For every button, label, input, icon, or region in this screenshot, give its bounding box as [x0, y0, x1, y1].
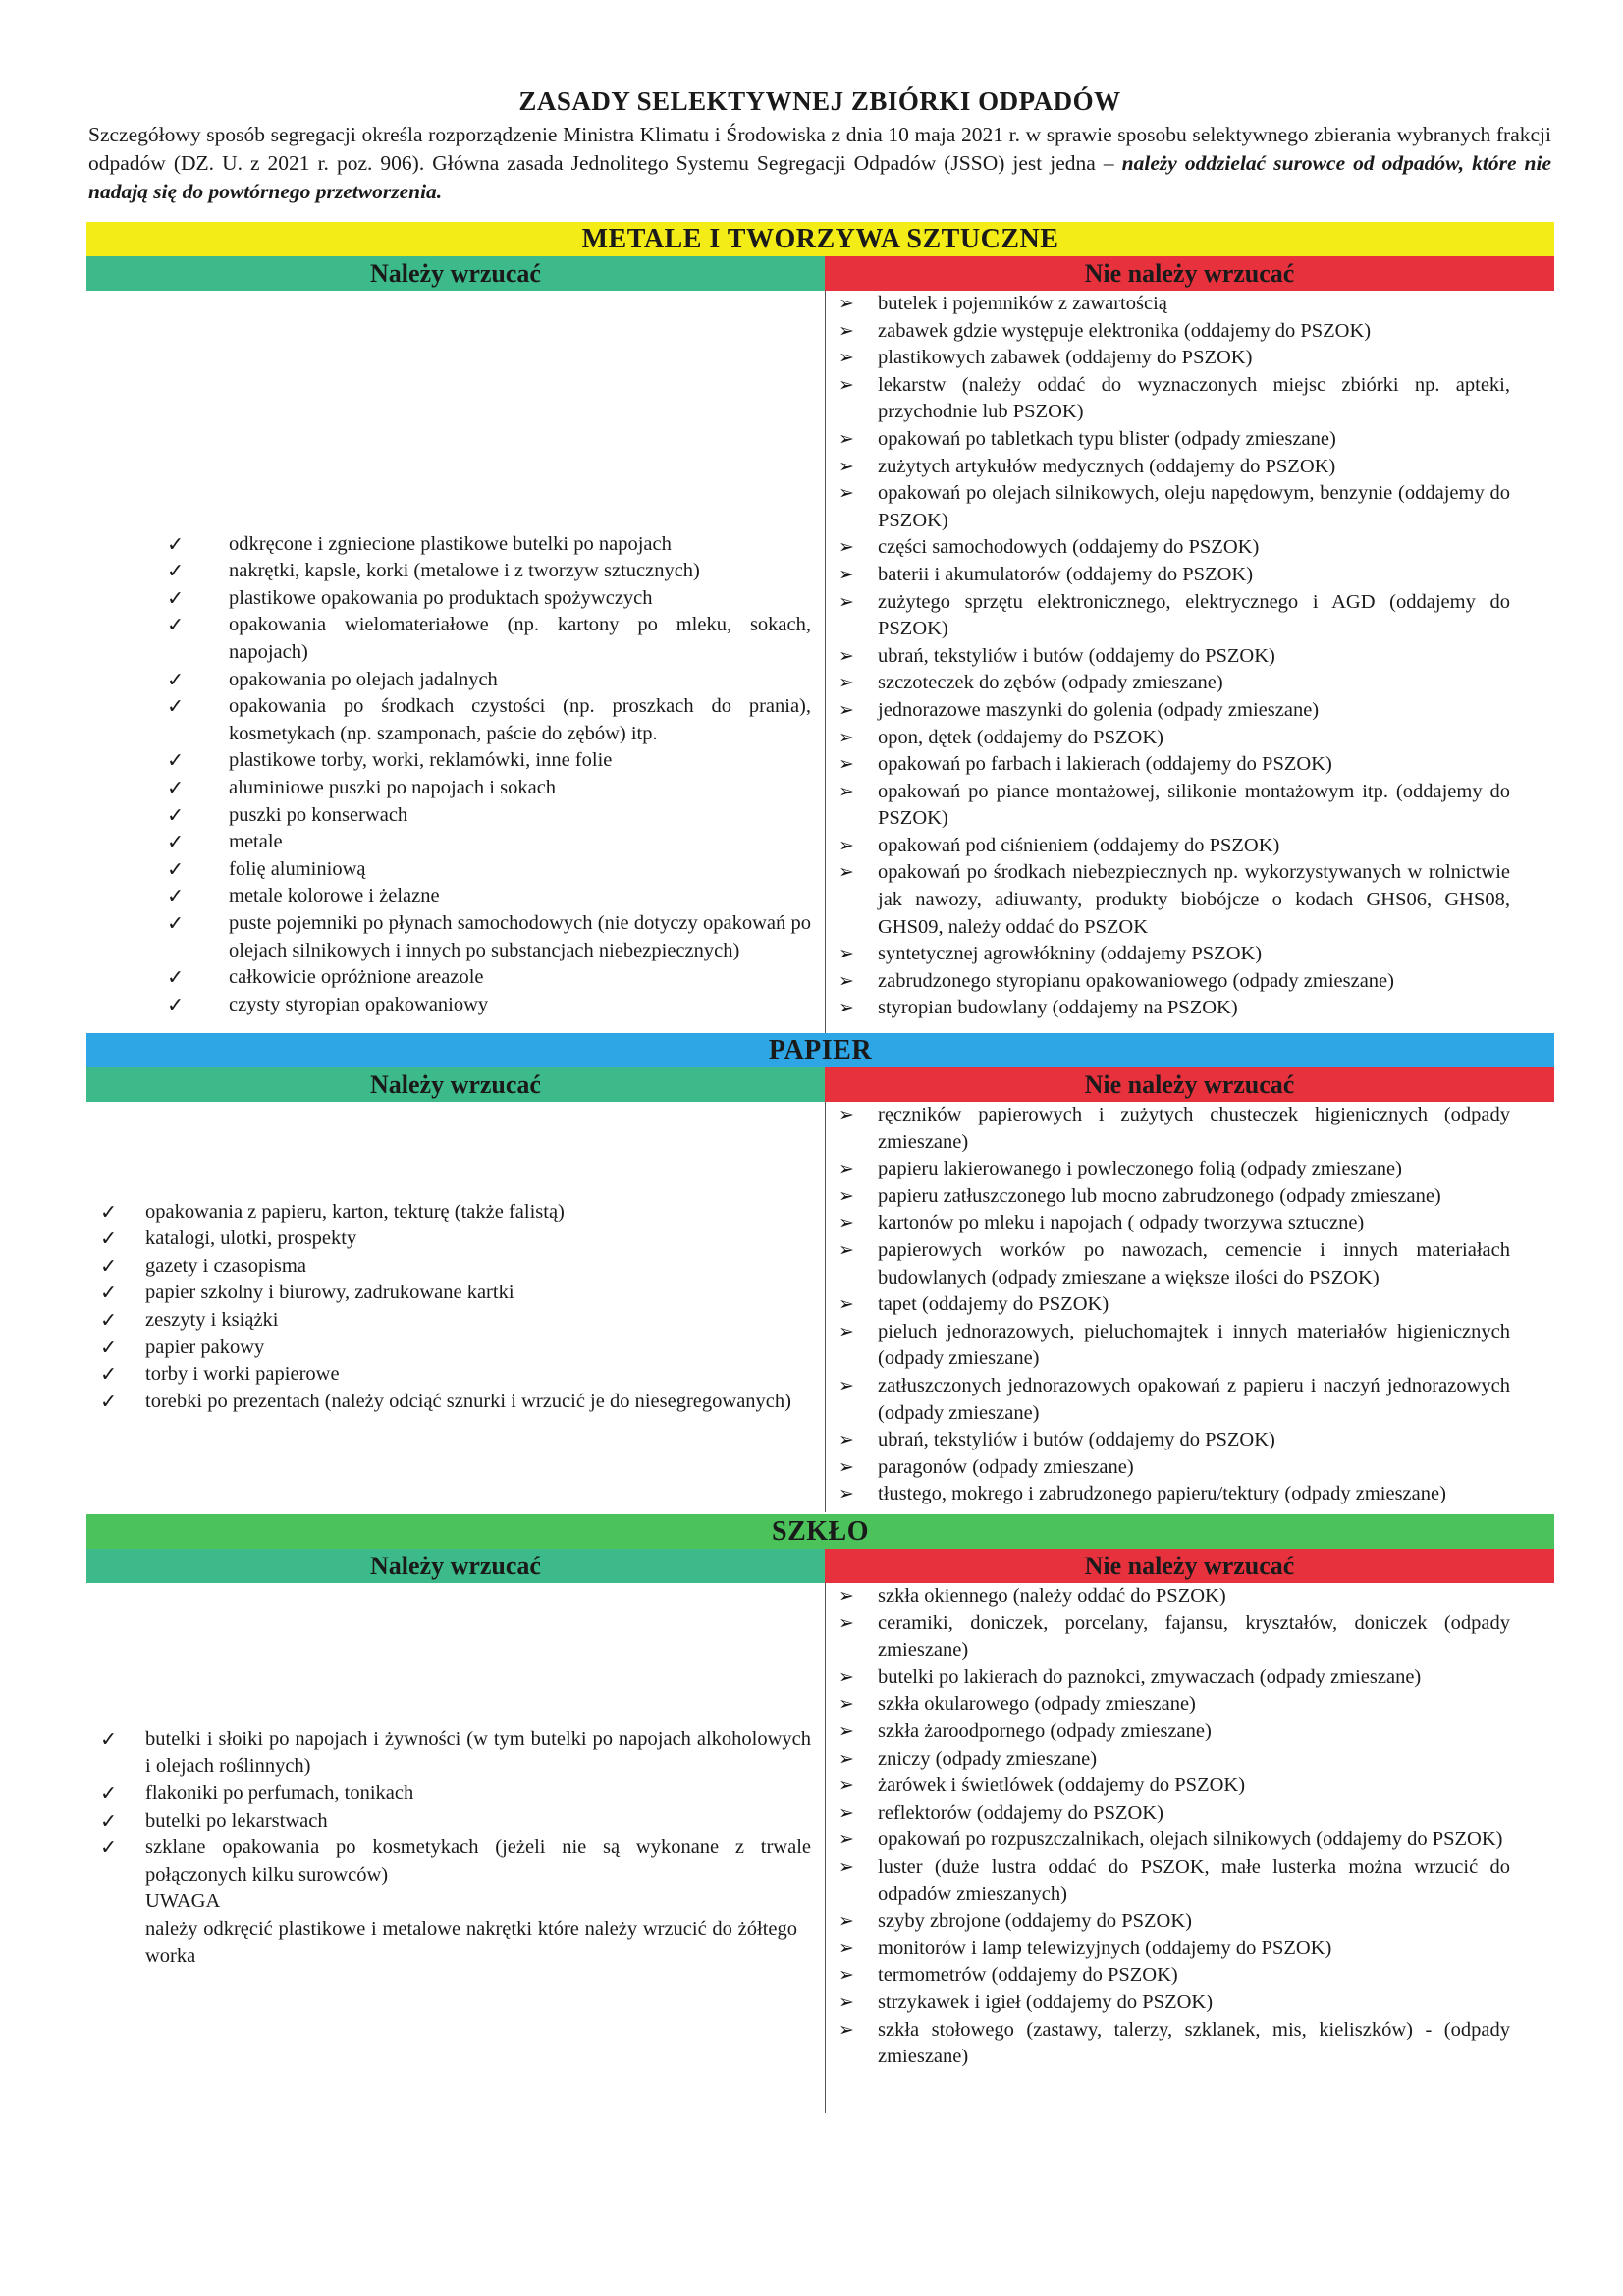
allowed-item: ✓ opakowania po środkach czystości (np. proszkach do prania), kosmetykach (np. szamponach, paście do zębów) itp.	[126, 693, 811, 747]
document-header	[88, 86, 1551, 206]
allowed-column	[86, 1583, 825, 2113]
not-allowed-item: ➢ opakowań po piance montażowej, silikonie montażowym itp. (oddajemy do PSZOK)	[839, 779, 1510, 833]
not-allowed-item: ➢ jednorazowe maszynki do golenia (odpady zmieszane)	[839, 697, 1510, 725]
not-allowed-item: ➢ lekarstw (należy oddać do wyznaczonych miejsc zbiórki np. apteki, przychodnie lub PSZOK)	[839, 372, 1510, 426]
not-allowed-item: ➢ opakowań pod ciśnieniem (oddajemy do PSZOK)	[839, 833, 1510, 860]
allowed-item: ✓ plastikowe opakowania po produktach spożywczych	[126, 585, 811, 613]
section-papier	[86, 1033, 1554, 1512]
allowed-item: ✓ folię aluminiową	[126, 856, 811, 884]
allowed-header: Należy wrzucać	[86, 256, 825, 291]
allowed-item: ✓ puszki po konserwach	[126, 802, 811, 830]
allowed-item: ✓ metale	[126, 829, 811, 856]
page-title: ZASADY SELEKTYWNEJ ZBIÓRKI ODPADÓW	[518, 86, 1121, 116]
section-title-metale: METALE I TWORZYWA SZTUCZNE	[86, 222, 1554, 256]
not-allowed-list	[839, 1583, 1510, 2071]
not-allowed-item: ➢ szyby zbrojone (oddajemy do PSZOK)	[839, 1908, 1510, 1936]
not-allowed-item: ➢ termometrów (oddajemy do PSZOK)	[839, 1962, 1510, 1990]
not-allowed-item: ➢ baterii i akumulatorów (oddajemy do PSZOK)	[839, 562, 1510, 589]
allowed-item: ✓ gazety i czasopisma	[86, 1253, 811, 1281]
allowed-item: ✓ czysty styropian opakowaniowy	[126, 992, 811, 1019]
not-allowed-header: Nie należy wrzucać	[825, 256, 1554, 291]
allowed-item: ✓ papier szkolny i biurowy, zadrukowane kartki	[86, 1280, 811, 1307]
not-allowed-item: ➢ butelki po lakierach do paznokci, zmywaczach (odpady zmieszane)	[839, 1665, 1510, 1692]
not-allowed-item: ➢ opakowań po olejach silnikowych, oleju napędowym, benzynie (oddajemy do PSZOK)	[839, 480, 1510, 534]
not-allowed-item: ➢ zużytego sprzętu elektronicznego, elektrycznego i AGD (oddajemy do PSZOK)	[839, 589, 1510, 643]
not-allowed-item: ➢ ubrań, tekstyliów i butów (oddajemy do PSZOK)	[839, 643, 1510, 671]
not-allowed-item: ➢ papierowych worków po nawozach, cemencie i innych materiałach budowlanych (odpady zmieszane a większe ilości do PSZOK)	[839, 1237, 1510, 1291]
section-title-papier: PAPIER	[86, 1033, 1554, 1067]
allowed-item: ✓ katalogi, ulotki, prospekty	[86, 1226, 811, 1253]
allowed-list	[126, 531, 811, 1019]
not-allowed-item: ➢ szkła okularowego (odpady zmieszane)	[839, 1691, 1510, 1719]
section-body	[86, 1102, 1554, 1512]
not-allowed-item: ➢ części samochodowych (oddajemy do PSZOK)	[839, 534, 1510, 562]
allowed-item: ✓ plastikowe torby, worki, reklamówki, inne folie	[126, 747, 811, 775]
column-divider	[825, 1102, 826, 1512]
allowed-item: ✓ flakoniki po perfumach, tonikach	[86, 1780, 811, 1808]
allowed-item: ✓ nakrętki, kapsle, korki (metalowe i z tworzyw sztucznych)	[126, 558, 811, 585]
section-title-szklo: SZKŁO	[86, 1514, 1554, 1549]
not-allowed-item: ➢ syntetycznej agrowłókniny (oddajemy PSZOK)	[839, 941, 1510, 968]
not-allowed-item: ➢ zabrudzonego styropianu opakowaniowego (odpady zmieszane)	[839, 968, 1510, 996]
not-allowed-column	[825, 1102, 1554, 1512]
not-allowed-item: ➢ papieru zatłuszczonego lub mocno zabrudzonego (odpady zmieszane)	[839, 1183, 1510, 1211]
not-allowed-header: Nie należy wrzucać	[825, 1549, 1554, 1583]
allowed-item: ✓ opakowania z papieru, karton, tekturę (także falistą)	[86, 1199, 811, 1227]
not-allowed-item: ➢ ręczników papierowych i zużytych chusteczek higienicznych (odpady zmieszane)	[839, 1102, 1510, 1156]
not-allowed-item: ➢ szczoteczek do zębów (odpady zmieszane)	[839, 670, 1510, 697]
not-allowed-item: ➢ szkła stołowego (zastawy, talerzy, szklanek, mis, kieliszków) - (odpady zmieszane)	[839, 2017, 1510, 2071]
not-allowed-item: ➢ luster (duże lustra oddać do PSZOK, małe lusterka można wrzucić do odpadów zmieszanych)	[839, 1854, 1510, 1908]
allowed-item: ✓ papier pakowy	[86, 1335, 811, 1362]
not-allowed-item: ➢ butelek i pojemników z zawartością	[839, 291, 1510, 318]
not-allowed-item: ➢ styropian budowlany (oddajemy na PSZOK)	[839, 995, 1510, 1022]
intro-emphasis: należy oddzielać surowce od odpadów, które nie nadają się do powtórnego przetworzenia.	[88, 151, 1551, 203]
not-allowed-item: ➢ opakowań po tabletkach typu blister (odpady zmieszane)	[839, 426, 1510, 454]
allowed-item: ✓ torby i worki papierowe	[86, 1361, 811, 1389]
allowed-list	[86, 1199, 811, 1416]
allowed-item: ✓ opakowania wielomateriałowe (np. kartony po mleku, sokach, napojach)	[126, 612, 811, 666]
column-headers	[86, 1067, 1554, 1102]
not-allowed-item: ➢ papieru lakierowanego i powleczonego folią (odpady zmieszane)	[839, 1156, 1510, 1183]
note-text: należy odkręcić plastikowe i metalowe nakrętki które należy wrzucić do żółtego worka	[145, 1917, 797, 1967]
not-allowed-item: ➢ zabawek gdzie występuje elektronika (oddajemy do PSZOK)	[839, 318, 1510, 346]
not-allowed-header: Nie należy wrzucać	[825, 1067, 1554, 1102]
column-headers	[86, 1549, 1554, 1583]
not-allowed-item: ➢ opakowań po farbach i lakierach (oddajemy do PSZOK)	[839, 751, 1510, 779]
allowed-item: ✓ butelki i słoiki po napojach i żywności (w tym butelki po napojach alkoholowych i olejach roślinnych)	[86, 1726, 811, 1780]
not-allowed-item: ➢ ceramiki, doniczek, porcelany, fajansu, kryształów, doniczek (odpady zmieszane)	[839, 1611, 1510, 1665]
column-divider	[825, 1583, 826, 2113]
section-szklo	[86, 1514, 1554, 2113]
allowed-column	[86, 1102, 825, 1512]
allowed-item: ✓ szklane opakowania po kosmetykach (jeżeli nie są wykonane z trwale połączonych kilku surowców)	[86, 1834, 811, 1888]
allowed-item: ✓ zeszyty i książki	[86, 1307, 811, 1335]
not-allowed-item: ➢ szkła żaroodpornego (odpady zmieszane)	[839, 1719, 1510, 1746]
not-allowed-item: ➢ strzykawek i igieł (oddajemy do PSZOK)	[839, 1990, 1510, 2017]
allowed-item: ✓ metale kolorowe i żelazne	[126, 883, 811, 910]
not-allowed-item: ➢ opakowań po środkach niebezpiecznych np. wykorzystywanych w rolnictwie jak nawozy, adiuwanty, produkty biobójcze o kodach GHS06, GHS08, GHS09, należy oddać do PSZOK	[839, 859, 1510, 941]
not-allowed-list	[839, 1102, 1510, 1508]
not-allowed-item: ➢ tapet (oddajemy do PSZOK)	[839, 1291, 1510, 1319]
not-allowed-item: ➢ opakowań po rozpuszczalnikach, olejach silnikowych (oddajemy do PSZOK)	[839, 1827, 1510, 1854]
allowed-item: ✓ odkręcone i zgniecione plastikowe butelki po napojach	[126, 531, 811, 559]
not-allowed-item: ➢ zniczy (odpady zmieszane)	[839, 1746, 1510, 1774]
not-allowed-column	[825, 1583, 1554, 2113]
intro-paragraph	[88, 121, 1551, 206]
not-allowed-item: ➢ ubrań, tekstyliów i butów (oddajemy do PSZOK)	[839, 1427, 1510, 1454]
not-allowed-item: ➢ opon, dętek (oddajemy do PSZOK)	[839, 725, 1510, 752]
intro-text: Szczegółowy sposób segregacji określa rozporządzenie Ministra Klimatu i Środowiska z dnia 10 maja 2021 r. w sprawie sposobu selektywnego zbierania wybranych frakcji odpadów (DZ. U. z 2021 r. poz. 906). Główna zasada Jednolitego Systemu Segregacji Odpadów (JSSO) jest jedna –	[88, 123, 1551, 175]
not-allowed-item: ➢ pieluch jednorazowych, pieluchomajtek i innych materiałów higienicznych (odpady zmieszane)	[839, 1319, 1510, 1373]
not-allowed-item: ➢ monitorów i lamp telewizyjnych (oddajemy do PSZOK)	[839, 1936, 1510, 1963]
column-headers	[86, 256, 1554, 291]
not-allowed-item: ➢ plastikowych zabawek (oddajemy do PSZOK)	[839, 345, 1510, 372]
allowed-list	[86, 1726, 811, 1889]
not-allowed-item: ➢ reflektorów (oddajemy do PSZOK)	[839, 1800, 1510, 1828]
not-allowed-item: ➢ żarówek i świetlówek (oddajemy do PSZOK)	[839, 1773, 1510, 1800]
not-allowed-item: ➢ zatłuszczonych jednorazowych opakowań z papieru i naczyń jednorazowych (odpady zmieszane)	[839, 1373, 1510, 1427]
allowed-header: Należy wrzucać	[86, 1067, 825, 1102]
not-allowed-item: ➢ kartonów po mleku i napojach ( odpady tworzywa sztuczne)	[839, 1210, 1510, 1237]
not-allowed-item: ➢ tłustego, mokrego i zabrudzonego papieru/tektury (odpady zmieszane)	[839, 1481, 1510, 1508]
allowed-item: ✓ butelki po lekarstwach	[86, 1808, 811, 1835]
not-allowed-item: ➢ szkła okiennego (należy oddać do PSZOK)	[839, 1583, 1510, 1611]
allowed-item: ✓ aluminiowe puszki po napojach i sokach	[126, 775, 811, 802]
note-title: UWAGA	[145, 1890, 221, 1913]
not-allowed-list	[839, 291, 1510, 1022]
allowed-item: ✓ torebki po prezentach (należy odciąć sznurki i wrzucić je do niesegregowanych)	[86, 1389, 811, 1416]
not-allowed-item: ➢ paragonów (odpady zmieszane)	[839, 1454, 1510, 1482]
not-allowed-item: ➢ zużytych artykułów medycznych (oddajemy do PSZOK)	[839, 454, 1510, 481]
section-body	[86, 1583, 1554, 2113]
allowed-item: ✓ całkowicie opróżnione areazole	[126, 964, 811, 992]
allowed-item: ✓ puste pojemniki po płynach samochodowych (nie dotyczy opakowań po olejach silnikowych i innych po substancjach niebezpiecznych)	[126, 910, 811, 964]
allowed-header: Należy wrzucać	[86, 1549, 825, 1583]
allowed-item: ✓ opakowania po olejach jadalnych	[126, 667, 811, 694]
